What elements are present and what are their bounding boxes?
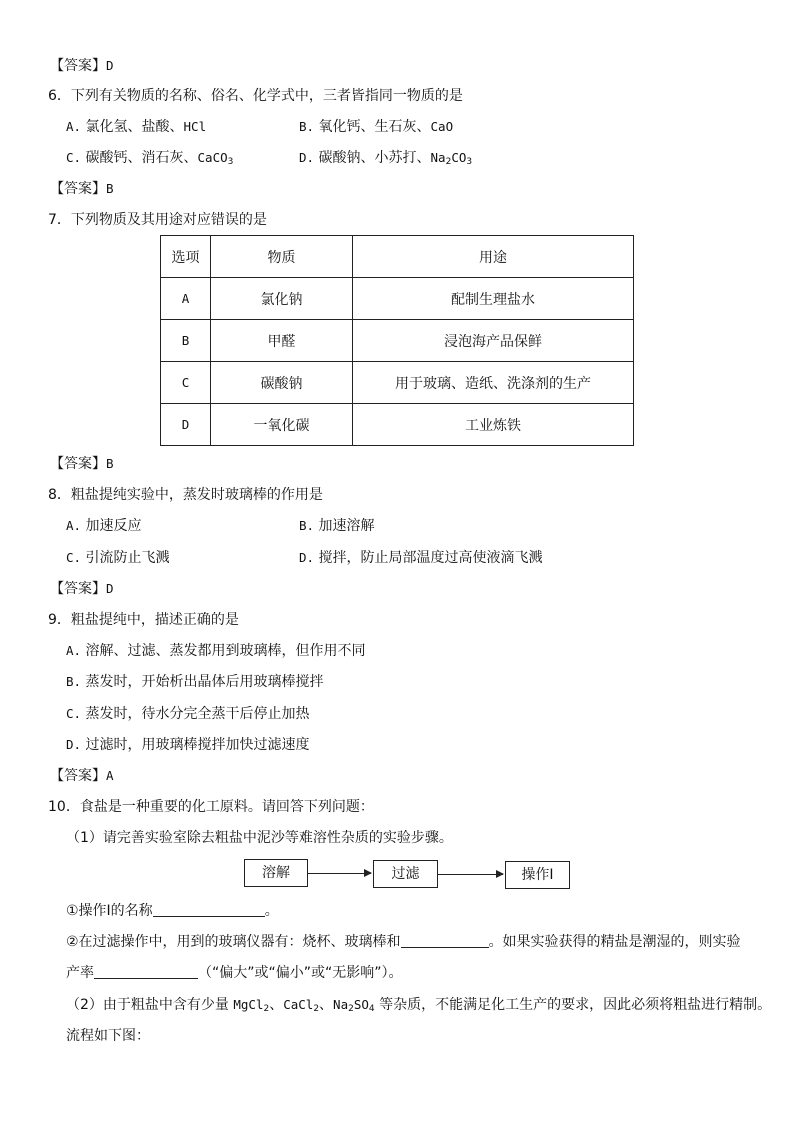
q8-option-d: D. 搅拌，防止局部温度过高使液滴飞溅 bbox=[299, 550, 543, 566]
cell-substance: 氯化钠 bbox=[211, 278, 353, 320]
q10-part-2-cont: 流程如下图： bbox=[66, 1028, 150, 1044]
q6-option-a: A. 氯化氢、盐酸、HCl bbox=[66, 119, 207, 135]
q10-part-2: （2）由于粗盐中含有少量 MgCl$_2$、CaCl$_2$、$Na_2SO_4$ 等杂质，不能满足化工生产的要求，因此必须将粗盐进行精制。 bbox=[66, 997, 772, 1014]
q8-option-a: A. 加速反应 bbox=[66, 518, 142, 534]
question-10-stem: 10．食盐是一种重要的化工原料。请回答下列问题： bbox=[48, 799, 374, 815]
cell-substance: 甲醛 bbox=[211, 320, 353, 362]
answer-blank-1[interactable] bbox=[153, 902, 265, 917]
uses-table bbox=[160, 235, 634, 446]
cell-use: 工业炼铁 bbox=[353, 404, 634, 446]
cell-use: 配制生理盐水 bbox=[353, 278, 634, 320]
answer-line-q5: 【答案】D bbox=[50, 58, 114, 74]
q9-option-d: D. 过滤时，用玻璃棒搅拌加快过滤速度 bbox=[66, 737, 310, 753]
q10-sub-question-2: ②在过滤操作中，用到的玻璃仪器有：烧杯、玻璃棒和 。如果实验获得的精盐是潮湿的，则实验 bbox=[66, 934, 741, 950]
q6-option-d: D. 碳酸钠、小苏打、$Na_2CO_3$ bbox=[299, 150, 473, 167]
flow-step-filter: 过滤 bbox=[373, 860, 438, 888]
flow-arrow-1 bbox=[307, 873, 371, 874]
answer-line-q7: 【答案】B bbox=[50, 456, 114, 472]
q9-option-b: B. 蒸发时，开始析出晶体后用玻璃棒搅拌 bbox=[66, 674, 324, 690]
cell-use: 浸泡海产品保鲜 bbox=[353, 320, 634, 362]
header-substance: 物质 bbox=[211, 236, 353, 278]
cell-option: A bbox=[161, 278, 211, 320]
table-row bbox=[161, 278, 634, 320]
answer-blank-3[interactable] bbox=[94, 964, 198, 979]
flow-step-operation-1: 操作I bbox=[505, 861, 570, 889]
cell-option: D bbox=[161, 404, 211, 446]
q10-part-1: （1）请完善实验室除去粗盐中泥沙等难溶性杂质的实验步骤。 bbox=[66, 830, 453, 846]
question-7-stem: 7．下列物质及其用途对应错误的是 bbox=[48, 212, 267, 228]
cell-substance: 碳酸钠 bbox=[211, 362, 353, 404]
answer-line-q9: 【答案】A bbox=[50, 768, 114, 784]
answer-blank-2[interactable] bbox=[401, 933, 489, 948]
header-use: 用途 bbox=[353, 236, 634, 278]
cell-use: 用于玻璃、造纸、洗涤剂的生产 bbox=[353, 362, 634, 404]
flow-step-dissolve: 溶解 bbox=[244, 859, 308, 887]
table-header-row bbox=[161, 236, 634, 278]
q6-option-c: C. 碳酸钙、消石灰、CaCO$_3$ bbox=[66, 150, 234, 167]
q8-option-b: B. 加速溶解 bbox=[299, 518, 375, 534]
question-6-stem: 6．下列有关物质的名称、俗名、化学式中，三者皆指同一物质的是 bbox=[48, 88, 463, 104]
q9-option-a: A. 溶解、过滤、蒸发都用到玻璃棒，但作用不同 bbox=[66, 643, 366, 659]
flow-arrow-2 bbox=[437, 874, 503, 875]
q8-option-c: C. 引流防止飞溅 bbox=[66, 550, 170, 566]
question-9-stem: 9．粗盐提纯中，描述正确的是 bbox=[48, 612, 239, 628]
q6-option-b: B. 氧化钙、生石灰、CaO bbox=[299, 119, 454, 135]
cell-substance: 一氧化碳 bbox=[211, 404, 353, 446]
question-8-stem: 8．粗盐提纯实验中，蒸发时玻璃棒的作用是 bbox=[48, 487, 323, 503]
table-row bbox=[161, 362, 634, 404]
table-row bbox=[161, 320, 634, 362]
table-row bbox=[161, 404, 634, 446]
q10-sub-question-1: ①操作Ⅰ的名称 。 bbox=[66, 903, 279, 919]
header-option: 选项 bbox=[161, 236, 211, 278]
q10-sub-question-2-cont: 产率 （“偏大”或“偏小”或“无影响”）。 bbox=[66, 965, 403, 981]
q9-option-c: C. 蒸发时，待水分完全蒸干后停止加热 bbox=[66, 706, 310, 722]
answer-line-q8: 【答案】D bbox=[50, 581, 114, 597]
cell-option: C bbox=[161, 362, 211, 404]
cell-option: B bbox=[161, 320, 211, 362]
answer-line-q6: 【答案】B bbox=[50, 181, 114, 197]
